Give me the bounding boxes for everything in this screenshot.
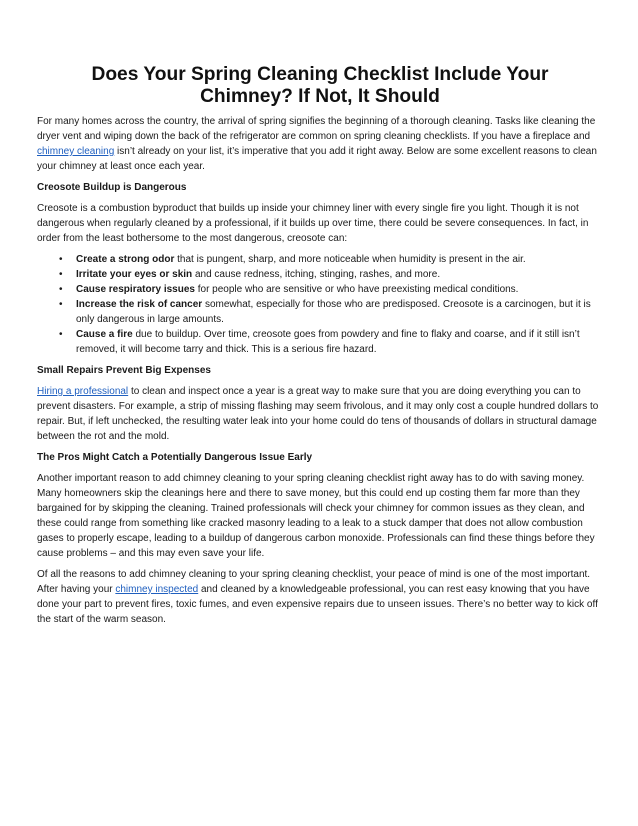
- repairs-paragraph: [37, 384, 603, 444]
- section-heading-pros: The Pros Might Catch a Potentially Dangerous Issue Early: [37, 452, 313, 463]
- bullet-icon: •: [59, 299, 63, 310]
- section-heading-repairs: Small Repairs Prevent Big Expenses: [37, 365, 211, 376]
- closing-text-before: Of all the reasons to add chimney cleaning to your spring cleaning checklist, your peace of mind is one of the most important. After having your: [37, 569, 591, 595]
- repairs-text: to clean and inspect once a year is a great way to make sure that you are doing everything you can to prevent disasters. For example, a strip of missing flashing may seem frivolous, and it may only cost a couple hundred dollars to repair. But, if left unchecked, the resulting water leak into your home could do tens of thousands of dollars in structural damage between the rot and the mold.: [37, 386, 599, 442]
- bullet-icon: •: [59, 254, 63, 265]
- section-heading-creosote: Creosote Buildup is Dangerous: [37, 182, 187, 193]
- creosote-paragraph: Creosote is a combustion byproduct that builds up inside your chimney liner with every single fire you light. Though it is not dangerous when regularly cleaned by a professional, if it builds up over time, there could be severe consequences. In fact, in order from the least bothersome to the most dangerous, creosote can:: [37, 203, 589, 244]
- list-item-bold: Cause respiratory issues: [76, 284, 195, 295]
- intro-paragraph: [37, 114, 603, 174]
- list-item-text: somewhat, especially for those who are predisposed. Creosote is a carcinogen, but it is only dangerous in large amounts.: [76, 299, 591, 325]
- closing-text-after: and cleaned by a knowledgeable professional, you can rest easy knowing that you have done your part to prevent fires, toxic fumes, and even expensive repairs due to unseen issues. There’s no better way to kick off the start of the warm season.: [37, 584, 598, 625]
- intro-text-after: isn’t already on your list, it’s imperative that you add it right away. Below are some excellent reasons to clean your chimney at least once each year.: [37, 146, 597, 172]
- list-item-text: due to buildup. Over time, creosote goes from powdery and fine to flaky and coarse, and if it still isn’t removed, it will become tarry and thick. This is a serious fire hazard.: [76, 329, 580, 355]
- list-item-bold: Irritate your eyes or skin: [76, 269, 193, 280]
- bullet-icon: •: [59, 269, 63, 280]
- list-item: [37, 327, 603, 357]
- list-item: [37, 252, 603, 267]
- intro-text-before: For many homes across the country, the arrival of spring signifies the beginning of a thorough cleaning. Tasks like cleaning the dryer vent and wiping down the back of the refrigerator are common on spring cleaning checklists. If you have a fireplace and: [37, 116, 596, 142]
- bullet-icon: •: [59, 329, 63, 340]
- pros-paragraph: Another important reason to add chimney cleaning to your spring cleaning checklist right away has to do with saving money. Many homeowners skip the cleanings here and there to save money, but this could end up costing them far more than they bargained for by skipping the cleaning. Trained professionals will check your chimney for common issues as they clean, and these could range from something like cracked masonry leading to a leak to a stuck damper that does not allow combustion gases to properly escape, leading to a buildup of dangerous carbon monoxide. Professionals can find these things before they cause problems – and this may even save your life.: [37, 473, 595, 559]
- bullet-icon: •: [59, 284, 63, 295]
- page-title-line-2: Chimney? If Not, It Should: [200, 86, 440, 107]
- creosote-list: [37, 252, 603, 357]
- chimney-inspected-link[interactable]: chimney inspected: [115, 584, 199, 595]
- list-item-bold: Increase the risk of cancer: [76, 299, 203, 310]
- document-body: [37, 64, 603, 633]
- page-title: [37, 64, 603, 108]
- list-item-text: and cause redness, itching, stinging, rashes, and more.: [192, 269, 441, 280]
- chimney-cleaning-link[interactable]: chimney cleaning: [37, 146, 115, 157]
- closing-paragraph: [37, 567, 603, 627]
- list-item: [37, 267, 603, 282]
- list-item-text: for people who are sensitive or who have preexisting medical conditions.: [194, 284, 519, 295]
- hiring-professional-link[interactable]: Hiring a professional: [37, 386, 129, 397]
- list-item-text: that is pungent, sharp, and more noticeable when humidity is present in the air.: [174, 254, 526, 265]
- list-item-bold: Cause a fire: [76, 329, 133, 340]
- list-item: [37, 297, 603, 327]
- list-item-bold: Create a strong odor: [76, 254, 175, 265]
- list-item: [37, 282, 603, 297]
- page-title-line-1: Does Your Spring Cleaning Checklist Include Your: [91, 64, 549, 85]
